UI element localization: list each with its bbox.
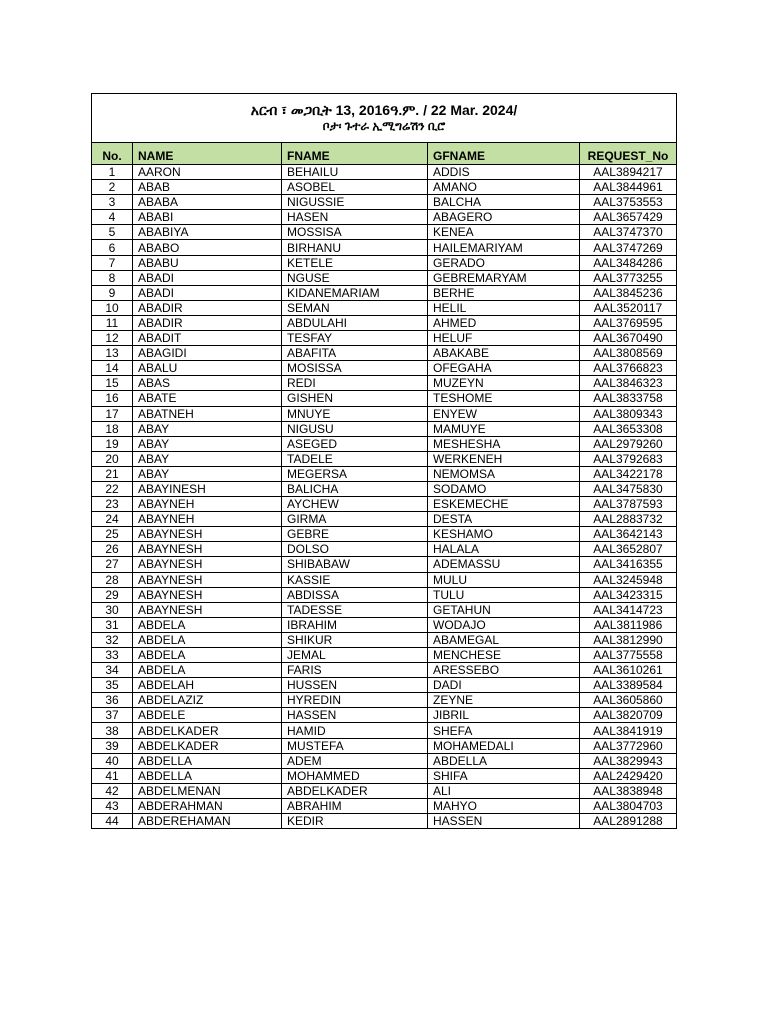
row-request-no: AAL3652807 xyxy=(580,542,677,557)
row-request-no: AAL3809343 xyxy=(580,406,677,421)
row-number: 38 xyxy=(92,723,133,738)
row-request-no: AAL3811986 xyxy=(580,617,677,632)
row-gfname: DADI xyxy=(428,678,580,693)
row-gfname: GEBREMARYAM xyxy=(428,270,580,285)
row-name: ABALU xyxy=(133,361,282,376)
row-name: ABDELLA xyxy=(133,768,282,783)
row-gfname: ADEMASSU xyxy=(428,557,580,572)
row-name: ABAY xyxy=(133,436,282,451)
row-gfname: JIBRIL xyxy=(428,708,580,723)
row-name: ABDELKADER xyxy=(133,723,282,738)
row-number: 33 xyxy=(92,648,133,663)
row-number: 16 xyxy=(92,391,133,406)
row-number: 27 xyxy=(92,557,133,572)
row-request-no: AAL3423315 xyxy=(580,587,677,602)
row-fname: IBRAHIM xyxy=(282,617,428,632)
table-row xyxy=(92,300,677,315)
row-name: ABAYNESH xyxy=(133,527,282,542)
row-fname: ABDULAHI xyxy=(282,315,428,330)
row-number: 4 xyxy=(92,210,133,225)
location-line: ቦታ፡ ጉተራ ኢሚግሬሽን ቢሮ xyxy=(322,119,446,133)
row-number: 7 xyxy=(92,255,133,270)
table-row xyxy=(92,678,677,693)
row-name: ABDELLA xyxy=(133,753,282,768)
table-row xyxy=(92,421,677,436)
row-name: ABADIR xyxy=(133,315,282,330)
table-row xyxy=(92,195,677,210)
row-name: ABABU xyxy=(133,255,282,270)
table-row xyxy=(92,391,677,406)
row-request-no: AAL3804703 xyxy=(580,798,677,813)
table-row xyxy=(92,346,677,361)
row-gfname: SHEFA xyxy=(428,723,580,738)
row-request-no: AAL3845236 xyxy=(580,285,677,300)
row-request-no: AAL3753553 xyxy=(580,195,677,210)
row-fname: ABDISSA xyxy=(282,587,428,602)
row-name: AARON xyxy=(133,165,282,180)
row-name: ABAB xyxy=(133,180,282,195)
row-request-no: AAL3894217 xyxy=(580,165,677,180)
row-number: 31 xyxy=(92,617,133,632)
row-request-no: AAL3808569 xyxy=(580,346,677,361)
row-name: ABAY xyxy=(133,421,282,436)
row-name: ABDEREHAMAN xyxy=(133,814,282,829)
row-request-no: AAL3766823 xyxy=(580,361,677,376)
row-gfname: MAHYO xyxy=(428,798,580,813)
table-row xyxy=(92,240,677,255)
row-request-no: AAL3484286 xyxy=(580,255,677,270)
row-name: ABDELE xyxy=(133,708,282,723)
row-name: ABDELA xyxy=(133,617,282,632)
row-fname: ABRAHIM xyxy=(282,798,428,813)
row-gfname: ESKEMECHE xyxy=(428,497,580,512)
row-gfname: WERKENEH xyxy=(428,451,580,466)
row-request-no: AAL3833758 xyxy=(580,391,677,406)
row-fname: GIRMA xyxy=(282,512,428,527)
row-request-no: AAL3747269 xyxy=(580,240,677,255)
table-row xyxy=(92,542,677,557)
row-gfname: HASSEN xyxy=(428,814,580,829)
table-row xyxy=(92,165,677,180)
row-fname: SHIKUR xyxy=(282,632,428,647)
table-row xyxy=(92,693,677,708)
row-number: 28 xyxy=(92,572,133,587)
row-name: ABDELA xyxy=(133,648,282,663)
table-row xyxy=(92,557,677,572)
row-number: 17 xyxy=(92,406,133,421)
row-gfname: ADDIS xyxy=(428,165,580,180)
table-row xyxy=(92,406,677,421)
row-fname: ASOBEL xyxy=(282,180,428,195)
row-request-no: AAL3829943 xyxy=(580,753,677,768)
row-request-no: AAL2883732 xyxy=(580,512,677,527)
row-fname: MUSTEFA xyxy=(282,738,428,753)
row-fname: MEGERSA xyxy=(282,466,428,481)
row-request-no: AAL3838948 xyxy=(580,783,677,798)
table-row xyxy=(92,648,677,663)
row-gfname: MAMUYE xyxy=(428,421,580,436)
row-request-no: AAL3844961 xyxy=(580,180,677,195)
row-gfname: HAILEMARIYAM xyxy=(428,240,580,255)
row-name: ABAY xyxy=(133,451,282,466)
row-name: ABDELAZIZ xyxy=(133,693,282,708)
row-fname: NIGUSSIE xyxy=(282,195,428,210)
row-name: ABAY xyxy=(133,466,282,481)
row-name: ABADI xyxy=(133,285,282,300)
row-number: 6 xyxy=(92,240,133,255)
row-name: ABAYNESH xyxy=(133,602,282,617)
row-gfname: WODAJO xyxy=(428,617,580,632)
row-name: ABABA xyxy=(133,195,282,210)
row-gfname: KENEA xyxy=(428,225,580,240)
row-request-no: AAL3792683 xyxy=(580,451,677,466)
row-request-no: AAL3846323 xyxy=(580,376,677,391)
row-request-no: AAL3657429 xyxy=(580,210,677,225)
row-fname: MOSISSA xyxy=(282,361,428,376)
row-gfname: HELIL xyxy=(428,300,580,315)
row-name: ABDELMENAN xyxy=(133,783,282,798)
row-name: ABAYNESH xyxy=(133,557,282,572)
row-request-no: AAL3642143 xyxy=(580,527,677,542)
row-gfname: SHIFA xyxy=(428,768,580,783)
row-fname: JEMAL xyxy=(282,648,428,663)
row-fname: MNUYE xyxy=(282,406,428,421)
row-fname: SHIBABAW xyxy=(282,557,428,572)
table-row xyxy=(92,527,677,542)
row-number: 42 xyxy=(92,783,133,798)
table-row xyxy=(92,602,677,617)
row-number: 37 xyxy=(92,708,133,723)
row-number: 43 xyxy=(92,798,133,813)
row-name: ABATNEH xyxy=(133,406,282,421)
table-row xyxy=(92,632,677,647)
row-name: ABDELAH xyxy=(133,678,282,693)
row-fname: ABAFITA xyxy=(282,346,428,361)
row-gfname: MOHAMEDALI xyxy=(428,738,580,753)
row-fname: TADESSE xyxy=(282,602,428,617)
row-name: ABADI xyxy=(133,270,282,285)
row-gfname: TULU xyxy=(428,587,580,602)
row-gfname: BALCHA xyxy=(428,195,580,210)
row-number: 20 xyxy=(92,451,133,466)
row-number: 11 xyxy=(92,315,133,330)
row-request-no: AAL3653308 xyxy=(580,421,677,436)
table-row xyxy=(92,497,677,512)
row-number: 2 xyxy=(92,180,133,195)
row-fname: GEBRE xyxy=(282,527,428,542)
row-gfname: ABAKABE xyxy=(428,346,580,361)
table-row xyxy=(92,361,677,376)
table-row xyxy=(92,738,677,753)
row-request-no: AAL3520117 xyxy=(580,300,677,315)
row-number: 1 xyxy=(92,165,133,180)
row-request-no: AAL3610261 xyxy=(580,663,677,678)
row-request-no: AAL3812990 xyxy=(580,632,677,647)
row-name: ABABI xyxy=(133,210,282,225)
row-gfname: DESTA xyxy=(428,512,580,527)
table-row xyxy=(92,255,677,270)
row-name: ABABIYA xyxy=(133,225,282,240)
column-header-fname: FNAME xyxy=(282,143,428,165)
row-request-no: AAL3775558 xyxy=(580,648,677,663)
row-fname: MOHAMMED xyxy=(282,768,428,783)
row-fname: ADEM xyxy=(282,753,428,768)
row-number: 30 xyxy=(92,602,133,617)
row-number: 32 xyxy=(92,632,133,647)
row-fname: SEMAN xyxy=(282,300,428,315)
row-number: 34 xyxy=(92,663,133,678)
row-request-no: AAL2979260 xyxy=(580,436,677,451)
row-number: 41 xyxy=(92,768,133,783)
row-name: ABAGIDI xyxy=(133,346,282,361)
row-fname: ASEGED xyxy=(282,436,428,451)
table-row xyxy=(92,814,677,829)
row-name: ABAYNESH xyxy=(133,572,282,587)
row-number: 9 xyxy=(92,285,133,300)
row-gfname: ENYEW xyxy=(428,406,580,421)
column-header-no: No. xyxy=(92,143,133,165)
row-gfname: AMANO xyxy=(428,180,580,195)
table-row xyxy=(92,451,677,466)
row-fname: BEHAILU xyxy=(282,165,428,180)
row-fname: HASSEN xyxy=(282,708,428,723)
table-row xyxy=(92,376,677,391)
table-row xyxy=(92,723,677,738)
row-request-no: AAL3773255 xyxy=(580,270,677,285)
row-gfname: NEMOMSA xyxy=(428,466,580,481)
table-row xyxy=(92,617,677,632)
row-gfname: BERHE xyxy=(428,285,580,300)
row-gfname: GERADO xyxy=(428,255,580,270)
row-fname: HASEN xyxy=(282,210,428,225)
row-fname: KASSIE xyxy=(282,572,428,587)
table-row xyxy=(92,210,677,225)
row-request-no: AAL3475830 xyxy=(580,481,677,496)
row-number: 5 xyxy=(92,225,133,240)
row-request-no: AAL3772960 xyxy=(580,738,677,753)
row-request-no: AAL3414723 xyxy=(580,602,677,617)
row-request-no: AAL3841919 xyxy=(580,723,677,738)
row-gfname: MULU xyxy=(428,572,580,587)
row-request-no: AAL3422178 xyxy=(580,466,677,481)
row-gfname: ABAGERO xyxy=(428,210,580,225)
row-request-no: AAL2429420 xyxy=(580,768,677,783)
row-name: ABAYINESH xyxy=(133,481,282,496)
row-request-no: AAL2891288 xyxy=(580,814,677,829)
row-fname: REDI xyxy=(282,376,428,391)
row-fname: NGUSE xyxy=(282,270,428,285)
row-request-no: AAL3670490 xyxy=(580,331,677,346)
roster-table xyxy=(91,93,677,829)
row-name: ABADIR xyxy=(133,300,282,315)
table-row xyxy=(92,180,677,195)
row-fname: ABDELKADER xyxy=(282,783,428,798)
column-header-name: NAME xyxy=(133,143,282,165)
row-number: 19 xyxy=(92,436,133,451)
row-number: 40 xyxy=(92,753,133,768)
row-gfname: MESHESHA xyxy=(428,436,580,451)
date-line: አርብ ፣ መጋቢት 13, 2016ዓ.ም. / 22 Mar. 2024/ xyxy=(250,102,518,118)
row-number: 12 xyxy=(92,331,133,346)
row-gfname: SODAMO xyxy=(428,481,580,496)
row-number: 10 xyxy=(92,300,133,315)
row-number: 26 xyxy=(92,542,133,557)
row-number: 23 xyxy=(92,497,133,512)
row-request-no: AAL3245948 xyxy=(580,572,677,587)
row-number: 15 xyxy=(92,376,133,391)
table-row xyxy=(92,436,677,451)
column-header-row xyxy=(92,143,677,165)
row-gfname: AHMED xyxy=(428,315,580,330)
row-gfname: TESHOME xyxy=(428,391,580,406)
row-request-no: AAL3787593 xyxy=(580,497,677,512)
row-fname: HAMID xyxy=(282,723,428,738)
row-gfname: ALI xyxy=(428,783,580,798)
row-number: 24 xyxy=(92,512,133,527)
column-header-request-no: REQUEST_No xyxy=(580,143,677,165)
row-number: 29 xyxy=(92,587,133,602)
row-fname: KETELE xyxy=(282,255,428,270)
row-gfname: ARESSEBO xyxy=(428,663,580,678)
table-row xyxy=(92,783,677,798)
row-name: ABDELA xyxy=(133,632,282,647)
table-row xyxy=(92,512,677,527)
table-row xyxy=(92,466,677,481)
row-fname: BALICHA xyxy=(282,481,428,496)
row-request-no: AAL3769595 xyxy=(580,315,677,330)
row-gfname: GETAHUN xyxy=(428,602,580,617)
table-row xyxy=(92,270,677,285)
row-name: ABAYNEH xyxy=(133,497,282,512)
column-header-gfname: GFNAME xyxy=(428,143,580,165)
row-request-no: AAL3820709 xyxy=(580,708,677,723)
table-row xyxy=(92,481,677,496)
row-fname: NIGUSU xyxy=(282,421,428,436)
row-request-no: AAL3416355 xyxy=(580,557,677,572)
row-fname: HYREDIN xyxy=(282,693,428,708)
row-fname: HUSSEN xyxy=(282,678,428,693)
row-gfname: HALALA xyxy=(428,542,580,557)
row-number: 3 xyxy=(92,195,133,210)
row-name: ABAYNESH xyxy=(133,587,282,602)
table-row xyxy=(92,753,677,768)
row-fname: TESFAY xyxy=(282,331,428,346)
row-number: 36 xyxy=(92,693,133,708)
row-number: 13 xyxy=(92,346,133,361)
table-row xyxy=(92,663,677,678)
row-gfname: ABDELLA xyxy=(428,753,580,768)
row-gfname: MENCHESE xyxy=(428,648,580,663)
table-row xyxy=(92,572,677,587)
row-number: 35 xyxy=(92,678,133,693)
row-fname: MOSSISA xyxy=(282,225,428,240)
row-number: 21 xyxy=(92,466,133,481)
table-row xyxy=(92,798,677,813)
row-name: ABABO xyxy=(133,240,282,255)
row-fname: KIDANEMARIAM xyxy=(282,285,428,300)
row-number: 22 xyxy=(92,481,133,496)
table-row xyxy=(92,285,677,300)
row-request-no: AAL3605860 xyxy=(580,693,677,708)
row-request-no: AAL3747370 xyxy=(580,225,677,240)
row-name: ABADIT xyxy=(133,331,282,346)
row-number: 18 xyxy=(92,421,133,436)
row-gfname: ABAMEGAL xyxy=(428,632,580,647)
table-row xyxy=(92,225,677,240)
row-gfname: OFEGAHA xyxy=(428,361,580,376)
row-request-no: AAL3389584 xyxy=(580,678,677,693)
row-name: ABAYNESH xyxy=(133,542,282,557)
row-number: 44 xyxy=(92,814,133,829)
row-number: 14 xyxy=(92,361,133,376)
row-number: 8 xyxy=(92,270,133,285)
row-fname: FARIS xyxy=(282,663,428,678)
row-gfname: ZEYNE xyxy=(428,693,580,708)
row-name: ABDELA xyxy=(133,663,282,678)
row-gfname: HELUF xyxy=(428,331,580,346)
table-row xyxy=(92,768,677,783)
row-fname: DOLSO xyxy=(282,542,428,557)
row-fname: KEDIR xyxy=(282,814,428,829)
row-name: ABDELKADER xyxy=(133,738,282,753)
row-name: ABATE xyxy=(133,391,282,406)
table-row xyxy=(92,587,677,602)
table-row xyxy=(92,315,677,330)
row-gfname: KESHAMO xyxy=(428,527,580,542)
row-name: ABAS xyxy=(133,376,282,391)
row-number: 25 xyxy=(92,527,133,542)
row-fname: AYCHEW xyxy=(282,497,428,512)
document-title xyxy=(92,94,677,143)
row-fname: TADELE xyxy=(282,451,428,466)
row-fname: BIRHANU xyxy=(282,240,428,255)
row-number: 39 xyxy=(92,738,133,753)
row-name: ABAYNEH xyxy=(133,512,282,527)
table-row xyxy=(92,708,677,723)
row-name: ABDERAHMAN xyxy=(133,798,282,813)
row-fname: GISHEN xyxy=(282,391,428,406)
table-row xyxy=(92,331,677,346)
row-gfname: MUZEYN xyxy=(428,376,580,391)
